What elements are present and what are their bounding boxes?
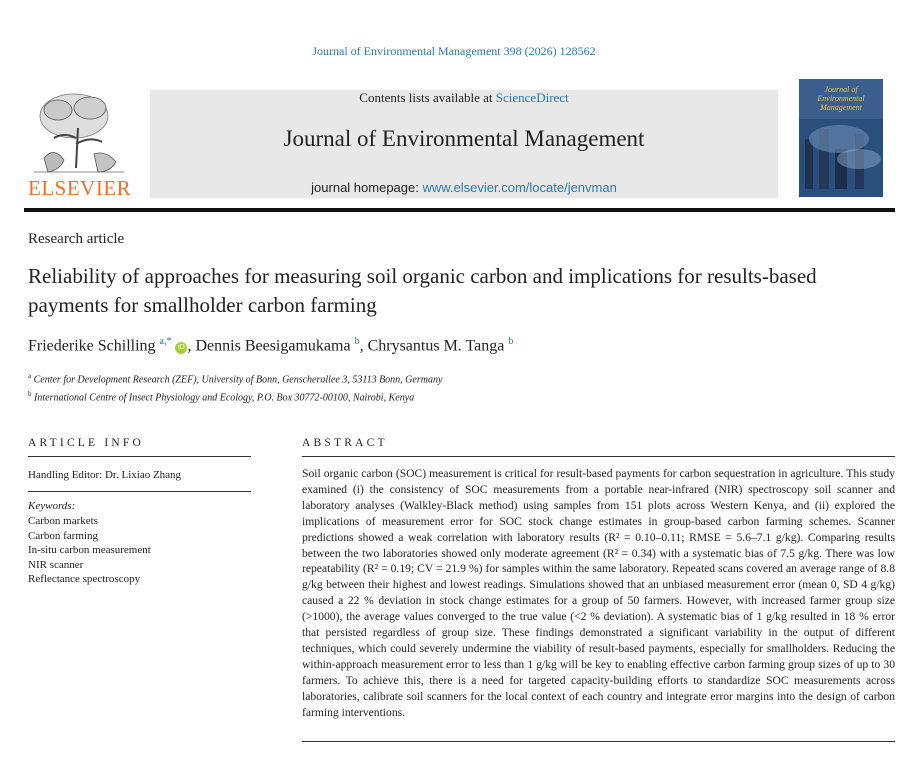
orcid-icon[interactable]: iD xyxy=(175,342,187,354)
affiliation xyxy=(28,387,442,405)
keyword-item: Carbon farming xyxy=(28,529,98,542)
author-name[interactable]: Friederike Schilling xyxy=(28,337,156,355)
keyword-item: NIR scanner xyxy=(28,558,84,571)
author-affiliation-mark[interactable]: a,* xyxy=(159,336,172,347)
journal-homepage xyxy=(150,180,778,195)
author-affiliation-mark[interactable]: b xyxy=(354,336,360,347)
cover-title: Journal of Environmental Management xyxy=(817,85,865,112)
keywords-label: Keywords: xyxy=(28,500,76,512)
divider xyxy=(302,456,895,457)
article-info-heading: ARTICLE INFO xyxy=(28,437,144,449)
sciencedirect-link[interactable]: ScienceDirect xyxy=(495,90,569,105)
journal-masthead xyxy=(150,90,778,198)
divider xyxy=(28,491,251,492)
journal-name: Journal of Environmental Management xyxy=(283,126,645,151)
header-rule xyxy=(24,208,895,212)
elsevier-logo-text: ELSEVIER xyxy=(28,176,132,200)
keyword-list xyxy=(28,514,151,587)
abstract-heading: ABSTRACT xyxy=(302,437,388,449)
author-name[interactable]: Chrysantus M. Tanga xyxy=(367,337,505,355)
affiliation-text: Center for Development Research (ZEF), University of Bonn, Genscherallee 3, 53113 Bonn, Germany xyxy=(33,374,443,386)
author-list: Friederike Schilling $^{a,*}$ iD , Dennis Beesigamukama $^b$, Chrysantus M. Tanga $^b$ xyxy=(28,336,514,355)
divider xyxy=(28,456,251,457)
author-name[interactable]: Dennis Beesigamukama xyxy=(195,337,351,355)
contents-line xyxy=(150,90,778,106)
affiliation-text: International Centre of Insect Physiology and Ecology, P.O. Box 30772-00100, Nairobi, Kenya xyxy=(34,392,415,404)
article-type: Research article xyxy=(28,231,125,247)
contents-prefix: Contents lists available at xyxy=(359,90,496,105)
homepage-link[interactable]: www.elsevier.com/locate/jenvman xyxy=(422,180,617,195)
journal-citation[interactable]: Journal of Environmental Management 398 (2026) 128562 xyxy=(312,44,596,58)
divider xyxy=(302,741,895,742)
affiliation xyxy=(28,369,442,387)
affiliation-mark: a xyxy=(28,372,32,380)
keyword-item: In-situ carbon measurement xyxy=(28,544,151,556)
affiliations xyxy=(28,369,442,406)
article-title: Reliability of approaches for measuring soil organic carbon and implications for results-based payments for smallholder carbon farming xyxy=(28,264,817,317)
keyword-item: Carbon markets xyxy=(28,515,98,527)
abstract-text: Soil organic carbon (SOC) measurement is critical for result-based payments for carbon sequestration in agriculture. This study examined (i) the consistency of SOC measurements from a portable near-infrared (NIR) spectroscopy soil scanner and laboratory analyses (Walkley-Black method) using samples from 151 plots across Western Kenya, and (ii) explored the implications of measurement error for SOC stock change estimates in group-based carbon farming schemes. Scanner predictions showed a weak correlation with laboratory results (R² = 0.10–0.11; RMSE = 5.6–7.1 g/kg). Comparing results between the two laboratories showed only moderate agreement (R² = 0.34) with a systematic bias of 7.5 g/kg. There was low repeatability (R² = 0.19; CV = 21.9 %) for samples within the same laboratory. Repeated scans covered an average range of 8.8 g/kg between their highest and lowest readings. Simulations showed that an unbiased measurement error (mean 0, SD 4 g/kg) caused a 22 % deviation in stock change estimates for a group of 50 farmers. However, with increased farmer group size (>1000), the average values converged to the true value (<2 % deviation). A systematic bias of 1 g/kg resulted in 18 % error that persisted regardless of group size. These findings demonstrated a significant variability in the output of different techniques, which could severely undermine the viability of result-based payments, especially for smallholders. Reducing the within-approach measurement error to less than 1 g/kg will be key to enabling effective carbon farming group sizes of up to 30 farmers. To achieve this, there is a need for targeted capacity-building efforts to standardize SOC measurements across laboratories, calibrate soil scanners for the local context of each country and integrate error margins into the design of carbon farming interventions. xyxy=(302,467,895,719)
journal-cover-thumbnail[interactable] xyxy=(799,79,883,197)
author-affiliation-mark[interactable]: b xyxy=(508,336,514,347)
homepage-prefix: journal homepage: xyxy=(311,180,423,195)
affiliation-mark: b xyxy=(28,390,32,399)
keyword-item: Reflectance spectroscopy xyxy=(28,573,141,585)
handling-editor: Handling Editor: Dr. Lixiao Zhang xyxy=(28,469,182,481)
